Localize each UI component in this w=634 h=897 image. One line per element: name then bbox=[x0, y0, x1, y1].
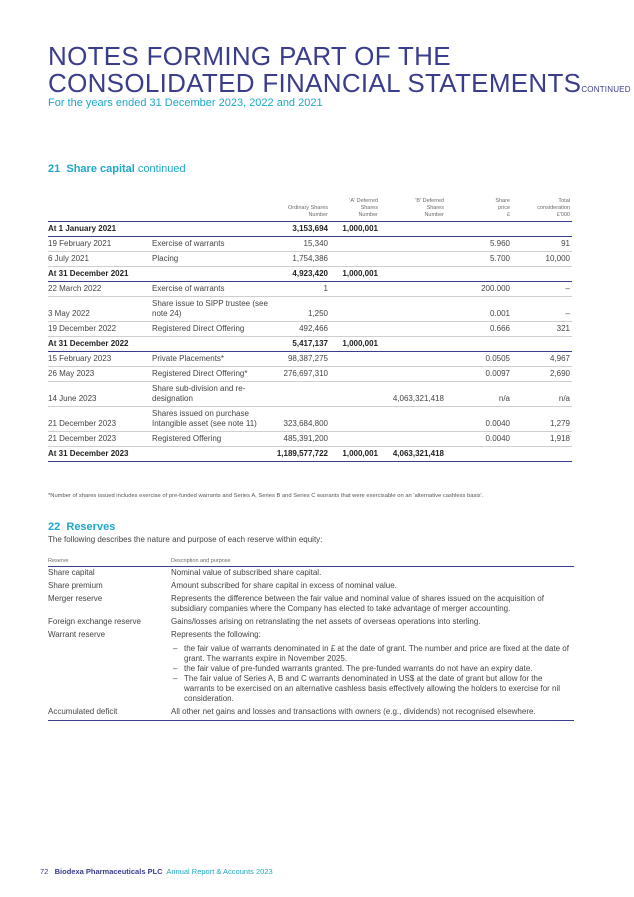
col-b-deferred: 'B' Deferred Shares Number bbox=[380, 198, 446, 222]
row-share-price: 0.0040 bbox=[446, 432, 512, 447]
row-ordinary: 276,697,310 bbox=[272, 367, 330, 382]
row-date: 22 March 2022 bbox=[48, 282, 152, 297]
bullet-text: The fair value of Series A, B and C warrants denominated in US$ at the date of grant but allow for the warrants to be exercised on an alternative cashless basis effectively allowing the holders to exercise for nil consideration. bbox=[184, 674, 561, 703]
row-ordinary: 5,417,137 bbox=[272, 337, 330, 352]
row-total-consideration: 4,967 bbox=[512, 352, 572, 367]
reserve-row bbox=[48, 593, 574, 616]
reserve-name: Warrant reserve bbox=[48, 630, 106, 639]
row-a-deferred bbox=[330, 367, 380, 382]
row-ordinary: 485,391,200 bbox=[272, 432, 330, 447]
col-share-price: Share price £ bbox=[446, 198, 512, 222]
reserve-description-text: Represents the following: bbox=[171, 630, 261, 639]
bullet-text: the fair value of pre-funded warrants granted. The pre-funded warrants do not have an expiry date. bbox=[184, 664, 533, 673]
balance-row bbox=[48, 447, 572, 462]
row-description: Placing bbox=[152, 252, 272, 267]
row-description: Exercise of warrants bbox=[152, 237, 272, 252]
row-share-price: 0.001 bbox=[446, 297, 512, 322]
reserve-name: Share premium bbox=[48, 581, 103, 590]
title-line-1: NOTES FORMING PART OF THE bbox=[48, 41, 451, 71]
title-line-2: CONSOLIDATED FINANCIAL STATEMENTS bbox=[48, 68, 582, 98]
row-description: Private Placements* bbox=[152, 352, 272, 367]
table-row bbox=[48, 322, 572, 337]
row-description bbox=[152, 337, 272, 352]
row-description: Share issue to SIPP trustee (see note 24) bbox=[152, 297, 272, 322]
row-date: 19 December 2022 bbox=[48, 322, 152, 337]
row-share-price bbox=[446, 337, 512, 352]
note-21-continued: continued bbox=[137, 163, 186, 175]
reserve-description bbox=[171, 593, 574, 616]
row-a-deferred bbox=[330, 407, 380, 432]
row-date: 21 December 2023 bbox=[48, 432, 152, 447]
row-b-deferred bbox=[380, 237, 446, 252]
col-description: Description and purpose bbox=[171, 558, 574, 567]
row-b-deferred bbox=[380, 222, 446, 237]
col-reserve: Reserve bbox=[48, 558, 171, 567]
row-total-consideration: 2,690 bbox=[512, 367, 572, 382]
reserve-description-text: Gains/losses arising on retranslating the net assets of overseas operations into sterling. bbox=[171, 617, 481, 626]
row-a-deferred bbox=[330, 382, 380, 407]
row-date: 19 February 2021 bbox=[48, 237, 152, 252]
row-b-deferred bbox=[380, 407, 446, 432]
row-a-deferred: 1,000,001 bbox=[330, 447, 380, 462]
row-a-deferred: 1,000,001 bbox=[330, 337, 380, 352]
row-a-deferred bbox=[330, 252, 380, 267]
row-b-deferred bbox=[380, 252, 446, 267]
row-date: At 31 December 2021 bbox=[48, 267, 152, 282]
row-ordinary bbox=[272, 382, 330, 407]
share-capital-table bbox=[48, 198, 572, 462]
reserve-description-text: Amount subscribed for share capital in excess of nominal value. bbox=[171, 581, 397, 590]
row-date: At 31 December 2023 bbox=[48, 447, 152, 462]
row-a-deferred bbox=[330, 237, 380, 252]
row-share-price: 0.666 bbox=[446, 322, 512, 337]
note-22-intro: The following describes the nature and purpose of each reserve within equity: bbox=[48, 535, 323, 544]
reserve-row bbox=[48, 567, 574, 581]
row-a-deferred bbox=[330, 297, 380, 322]
row-share-price: 5.700 bbox=[446, 252, 512, 267]
row-a-deferred bbox=[330, 282, 380, 297]
row-date: At 1 January 2021 bbox=[48, 222, 152, 237]
row-total-consideration: – bbox=[512, 297, 572, 322]
table-row bbox=[48, 407, 572, 432]
col-a-deferred: 'A' Deferred Shares Number bbox=[330, 198, 380, 222]
share-footnote: *Number of shares issued includes exercise of pre-funded warrants and Series A, Series B and Series C warrants that were exercisable on an 'alternative cashless basis'. bbox=[48, 493, 484, 499]
row-description bbox=[152, 222, 272, 237]
row-ordinary: 1,189,577,722 bbox=[272, 447, 330, 462]
reserve-name: Merger reserve bbox=[48, 594, 103, 603]
reserve-description bbox=[171, 567, 574, 581]
row-ordinary: 98,387,275 bbox=[272, 352, 330, 367]
reserve-description bbox=[171, 616, 574, 629]
list-item bbox=[171, 644, 574, 664]
row-total-consideration: – bbox=[512, 282, 572, 297]
reserve-description-text: Nominal value of subscribed share capital. bbox=[171, 568, 322, 577]
row-date: 14 June 2023 bbox=[48, 382, 152, 407]
reserve-row bbox=[48, 580, 574, 593]
reserve-description: All other net gains and losses and transactions with owners (e.g., dividends) not recognised elsewhere. bbox=[171, 706, 574, 721]
reserves-table bbox=[48, 558, 574, 721]
row-share-price: 0.0505 bbox=[446, 352, 512, 367]
row-share-price bbox=[446, 267, 512, 282]
title-continued: CONTINUED bbox=[581, 85, 631, 94]
reserve-row bbox=[48, 629, 574, 706]
row-a-deferred bbox=[330, 432, 380, 447]
row-date: At 31 December 2022 bbox=[48, 337, 152, 352]
bullet-text: the fair value of warrants denominated in £ at the date of grant. The number and price are fixed at the date of grant. The warrants expire in November 2025. bbox=[184, 644, 569, 663]
balance-row bbox=[48, 337, 572, 352]
reserve-description bbox=[171, 629, 574, 706]
row-b-deferred bbox=[380, 432, 446, 447]
balance-row bbox=[48, 222, 572, 237]
row-ordinary: 4,923,420 bbox=[272, 267, 330, 282]
row-b-deferred: 4,063,321,418 bbox=[380, 447, 446, 462]
row-ordinary: 3,153,694 bbox=[272, 222, 330, 237]
note-22-title: Reserves bbox=[66, 521, 116, 533]
footer-company: Biodexa Pharmaceuticals PLC bbox=[54, 867, 163, 876]
page-subtitle: For the years ended 31 December 2023, 2022 and 2021 bbox=[48, 97, 323, 109]
reserve-row bbox=[48, 616, 574, 629]
row-ordinary: 15,340 bbox=[272, 237, 330, 252]
row-description: Shares issued on purchase Intangible asset (see note 11) bbox=[152, 407, 272, 432]
row-description: Share sub-division and re-designation bbox=[152, 382, 272, 407]
row-date: 3 May 2022 bbox=[48, 297, 152, 322]
row-total-consideration bbox=[512, 447, 572, 462]
note-21-heading bbox=[48, 163, 186, 175]
row-ordinary: 323,684,800 bbox=[272, 407, 330, 432]
row-ordinary: 492,466 bbox=[272, 322, 330, 337]
row-b-deferred bbox=[380, 322, 446, 337]
footer-report: Annual Report & Accounts 2023 bbox=[166, 867, 273, 876]
note-21-number: 21 bbox=[48, 163, 61, 175]
row-share-price: 5.960 bbox=[446, 237, 512, 252]
row-share-price: n/a bbox=[446, 382, 512, 407]
list-item bbox=[171, 674, 574, 704]
reserve-description bbox=[171, 580, 574, 593]
row-description: Registered Direct Offering bbox=[152, 322, 272, 337]
row-total-consideration bbox=[512, 222, 572, 237]
page-title bbox=[48, 43, 631, 103]
row-description bbox=[152, 447, 272, 462]
table-row bbox=[48, 237, 572, 252]
row-share-price: 200.000 bbox=[446, 282, 512, 297]
row-total-consideration: 10,000 bbox=[512, 252, 572, 267]
table-row bbox=[48, 367, 572, 382]
bullet-dash: – bbox=[173, 664, 178, 673]
page-number: 72 bbox=[40, 867, 49, 876]
row-b-deferred: 4,063,321,418 bbox=[380, 382, 446, 407]
list-item bbox=[171, 664, 574, 674]
note-22-heading bbox=[48, 521, 115, 533]
col-ordinary: Ordinary Shares Number bbox=[272, 198, 330, 222]
reserve-name: Share capital bbox=[48, 568, 95, 577]
row-ordinary: 1,250 bbox=[272, 297, 330, 322]
row-total-consideration: n/a bbox=[512, 382, 572, 407]
bullet-dash: – bbox=[173, 674, 178, 683]
col-total-consideration: Total consideration £'000 bbox=[512, 198, 572, 222]
row-ordinary: 1 bbox=[272, 282, 330, 297]
row-description bbox=[152, 267, 272, 282]
row-a-deferred: 1,000,001 bbox=[330, 267, 380, 282]
row-date: 26 May 2023 bbox=[48, 367, 152, 382]
reserve-row bbox=[48, 706, 574, 721]
row-total-consideration bbox=[512, 267, 572, 282]
row-share-price bbox=[446, 447, 512, 462]
row-share-price bbox=[446, 222, 512, 237]
row-total-consideration: 1,918 bbox=[512, 432, 572, 447]
row-total-consideration bbox=[512, 337, 572, 352]
row-a-deferred bbox=[330, 352, 380, 367]
table-row bbox=[48, 282, 572, 297]
row-b-deferred bbox=[380, 337, 446, 352]
balance-row bbox=[48, 267, 572, 282]
row-total-consideration: 1,279 bbox=[512, 407, 572, 432]
table-row bbox=[48, 252, 572, 267]
row-ordinary: 1,754,386 bbox=[272, 252, 330, 267]
note-21-title: Share capital bbox=[66, 163, 135, 175]
table-row bbox=[48, 382, 572, 407]
note-22-number: 22 bbox=[48, 521, 61, 533]
row-b-deferred bbox=[380, 367, 446, 382]
row-date: 15 February 2023 bbox=[48, 352, 152, 367]
table-row bbox=[48, 352, 572, 367]
row-description: Exercise of warrants bbox=[152, 282, 272, 297]
row-description: Registered Offering bbox=[152, 432, 272, 447]
table-row bbox=[48, 432, 572, 447]
warrant-bullet-list bbox=[171, 644, 574, 704]
row-b-deferred bbox=[380, 352, 446, 367]
row-a-deferred: 1,000,001 bbox=[330, 222, 380, 237]
row-total-consideration: 321 bbox=[512, 322, 572, 337]
row-b-deferred bbox=[380, 282, 446, 297]
bullet-dash: – bbox=[173, 644, 178, 653]
table-row bbox=[48, 297, 572, 322]
row-b-deferred bbox=[380, 267, 446, 282]
reserve-name: Accumulated deficit bbox=[48, 706, 171, 721]
row-b-deferred bbox=[380, 297, 446, 322]
reserve-name: Foreign exchange reserve bbox=[48, 617, 141, 626]
row-date: 6 July 2021 bbox=[48, 252, 152, 267]
row-description: Registered Direct Offering* bbox=[152, 367, 272, 382]
row-share-price: 0.0040 bbox=[446, 407, 512, 432]
row-a-deferred bbox=[330, 322, 380, 337]
share-table-header bbox=[48, 198, 572, 222]
page-footer bbox=[40, 867, 273, 876]
row-share-price: 0.0097 bbox=[446, 367, 512, 382]
reserve-description-text: Represents the difference between the fair value and nominal value of shares issued on the acquisition of subsidiary companies where the Company has elected to take advantage of merger accounting. bbox=[171, 594, 544, 613]
row-total-consideration: 91 bbox=[512, 237, 572, 252]
row-date: 21 December 2023 bbox=[48, 407, 152, 432]
